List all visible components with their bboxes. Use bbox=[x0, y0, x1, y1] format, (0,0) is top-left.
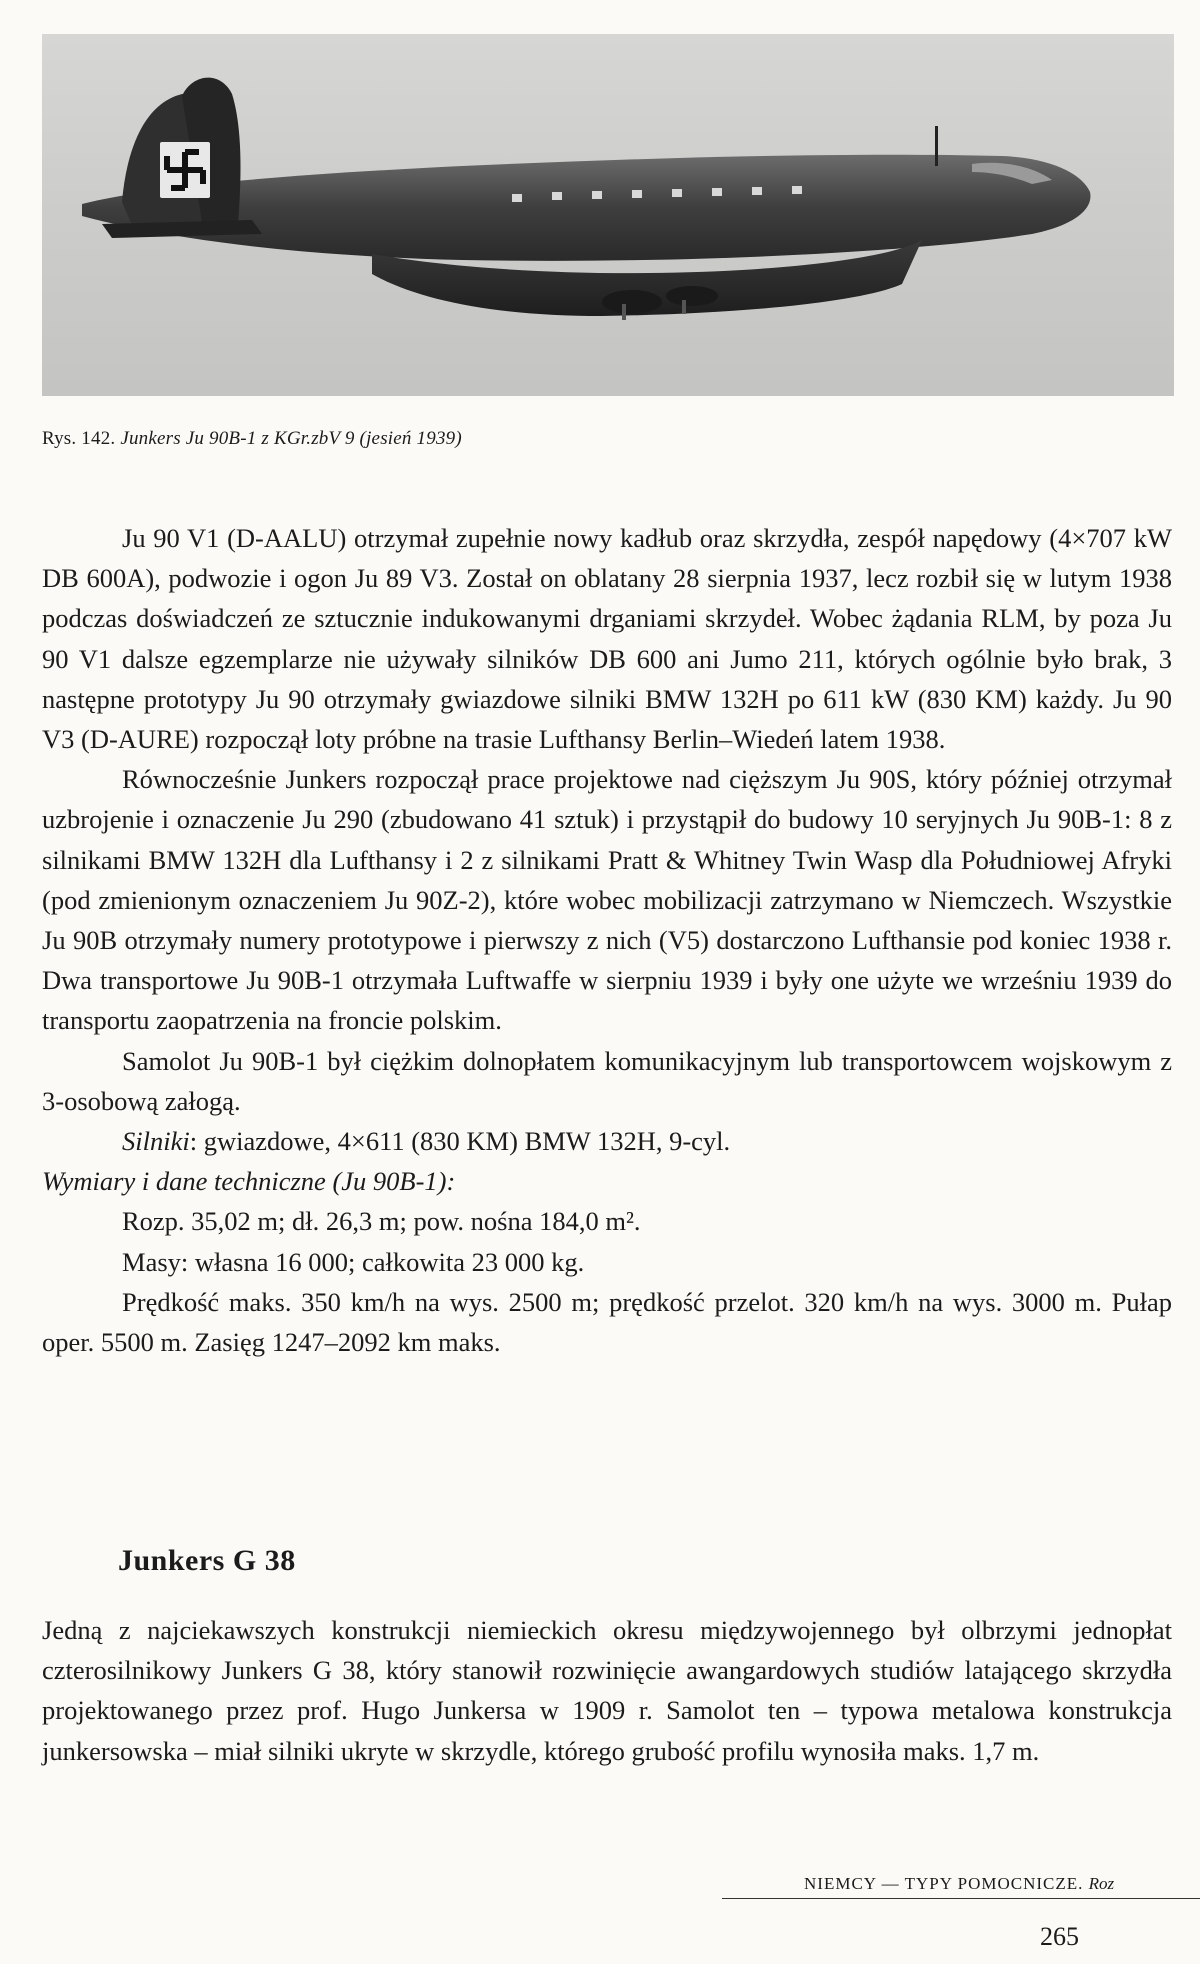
section-paragraph: Jedną z najciekawszych konstrukcji niemieckich okresu międzywojennego był olbrzymi jednopłat czterosilnikowy Junkers G 38, który stanowił rozwinięcie awangardowych studiów latającego skrzydła projektowanego przez prof. Hugo Junkersa w 1909 r. Samolot ten – typowa metalowa konstrukcja junkersowska – miał silniki ukryte w skrzydle, którego grubość profilu wynosiła maks. 1,7 m. bbox=[42, 1615, 1172, 1766]
dims-line-3: Prędkość maks. 350 km/h na wys. 2500 m; prędkość przelot. 320 km/h na wys. 3000 m. Pułap oper. 5500 m. Zasięg 1247–2092 km maks. bbox=[42, 1286, 1172, 1358]
aircraft-illustration bbox=[42, 34, 1174, 396]
page-number: 265 bbox=[1040, 1922, 1079, 1951]
engines-value: : gwiazdowe, 4×611 (830 KM) BMW 132H, 9-cyl. bbox=[189, 1126, 731, 1157]
footer-rule bbox=[722, 1898, 1200, 1899]
caption-title: Junkers Ju 90B-1 z KGr.zbV 9 (jesień 1939) bbox=[120, 428, 462, 449]
engines-label: Silniki bbox=[122, 1126, 190, 1157]
section-text bbox=[42, 1610, 1172, 1771]
running-head-text: NIEMCY — TYPY POMOCNICZE. bbox=[804, 1874, 1089, 1893]
dims-line-2: Masy: własna 16 000; całkowita 23 000 kg. bbox=[122, 1246, 585, 1277]
figure-caption bbox=[42, 428, 462, 450]
engines-line bbox=[42, 1121, 1172, 1161]
running-head-italic: Roz bbox=[1088, 1874, 1115, 1893]
dims-line-1: Rozp. 35,02 m; dł. 26,3 m; pow. nośna 184,0 m². bbox=[122, 1206, 641, 1237]
main-text bbox=[42, 518, 1172, 1362]
caption-prefix: Rys. 142. bbox=[42, 428, 121, 449]
aircraft-photo bbox=[42, 34, 1174, 396]
paragraph-2: Równocześnie Junkers rozpoczął prace projektowe nad cięższym Ju 90S, który później otrzymał uzbrojenie i oznaczenie Ju 290 (zbudowano 41 sztuk) i przystąpił do budowy 10 seryjnych Ju 90B-1: 8 z silnikami BMW 132H dla Lufthansy i 2 z silnikami Pratt & Whitney Twin Wasp dla Południowej Afryki (pod zmienionym oznaczeniem Ju 90Z-2), które wobec mobilizacji zatrzymano w Niemczech. Wszystkie Ju 90B otrzymały numery prototypowe i pierwszy z nich (V5) dostarczono Lufthansie pod koniec 1938 r. Dwa transportowe Ju 90B-1 otrzymała Luftwaffe w sierpniu 1939 i były one użyte we wrześniu 1939 do transportu zaopatrzenia na froncie polskim. bbox=[42, 764, 1172, 1036]
dims-label: Wymiary i dane techniczne (Ju 90B-1): bbox=[42, 1166, 456, 1197]
paragraph-3: Samolot Ju 90B-1 był ciężkim dolnopłatem komunikacyjnym lub transportowcem wojskowym z 3-osobową załogą. bbox=[42, 1045, 1172, 1116]
paragraph-1: Ju 90 V1 (D-AALU) otrzymał zupełnie nowy kadłub oraz skrzydła, zespół napędowy (4×707 kW DB 600A), podwozie i ogon Ju 89 V3. Został on oblatany 28 sierpnia 1937, lecz rozbił się w lutym 1938 podczas doświadczeń ze sztucznie indukowanymi drganiami skrzydeł. Wobec żądania RLM, by poza Ju 90 V1 dalsze egzemplarze nie używały silników DB 600 ani Jumo 211, których ogólnie było brak, 3 następne prototypy Ju 90 otrzymały gwiazdowe silniki BMW 132H po 611 kW (830 KM) każdy. Ju 90 V3 (D-AURE) rozpoczął loty próbne na trasie Lufthansy Berlin–Wiedeń latem 1938. bbox=[42, 523, 1172, 755]
section-heading: Junkers G 38 bbox=[118, 1544, 296, 1577]
running-head bbox=[804, 1874, 1114, 1894]
